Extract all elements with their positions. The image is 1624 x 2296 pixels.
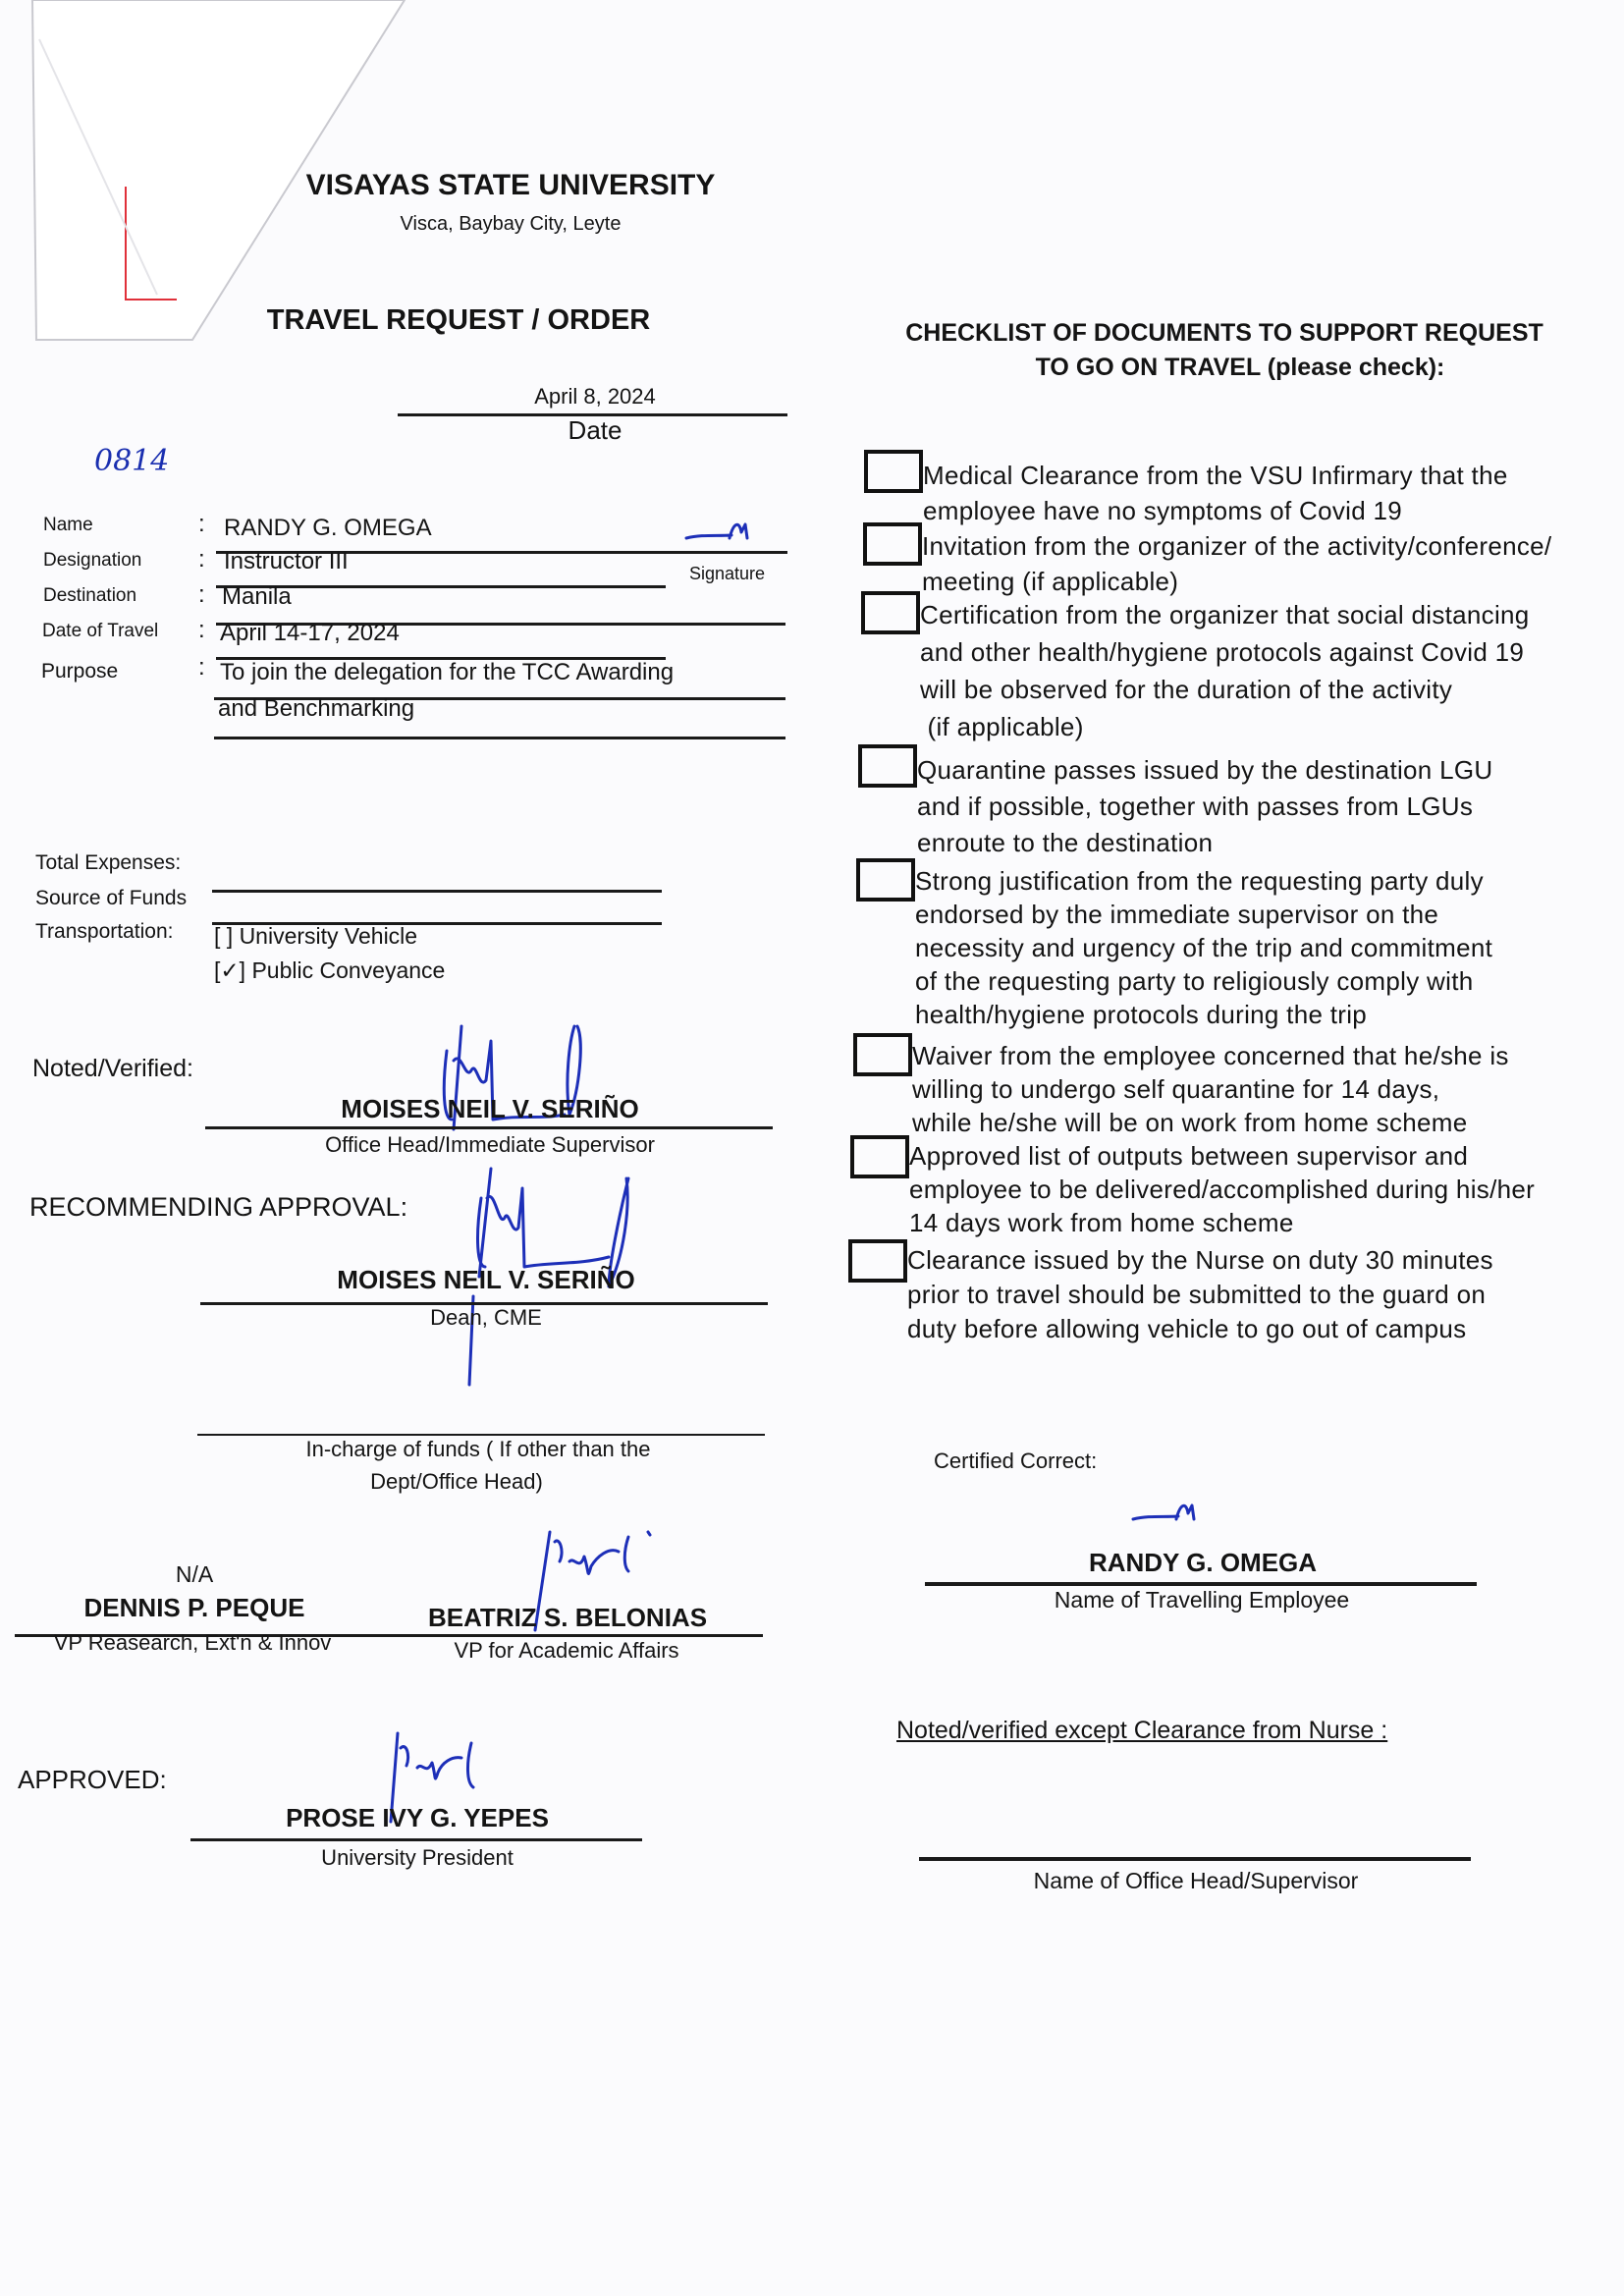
item-text: enroute to the destination [917, 828, 1214, 857]
vp-academic-title: VP for Academic Affairs [454, 1638, 679, 1663]
recommending-approval-label: RECOMMENDING APPROVAL: [29, 1192, 408, 1222]
item-text: willing to undergo self quarantine for 14 days, [912, 1074, 1440, 1104]
request-date: April 8, 2024 [534, 384, 656, 409]
checkbox-mark: [✓] [214, 957, 246, 983]
option-label: University Vehicle [239, 923, 418, 949]
item-text: endorsed by the immediate supervisor on the [915, 900, 1439, 929]
noted-signature-line [205, 1126, 773, 1129]
employee-name: RANDY G. OMEGA [1088, 1548, 1318, 1577]
item-text: employee to be delivered/accomplished during his/her [909, 1175, 1536, 1204]
item-text: (if applicable) [920, 712, 1084, 741]
employee-signature-certified [1129, 1498, 1218, 1532]
item-text: prior to travel should be submitted to the guard on [907, 1280, 1487, 1309]
item-text: Quarantine passes issued by the destination LGU [917, 755, 1493, 785]
checklist-title-line-2: TO GO ON TRAVEL (please check): [1035, 354, 1445, 381]
option-label: Public Conveyance [251, 957, 446, 983]
item-text: duty before allowing vehicle to go out of campus [907, 1314, 1467, 1343]
vp-research-note: N/A [175, 1561, 214, 1587]
item-text: and other health/hygiene protocols against Covid 19 [920, 637, 1525, 667]
employee-signature-line [925, 1582, 1477, 1586]
employee-signature [682, 519, 771, 548]
purpose-line-2: and Benchmarking [218, 695, 415, 722]
colon: : [198, 581, 205, 608]
transport-option-university-vehicle[interactable] [214, 923, 417, 950]
checklist-title-line-1: CHECKLIST OF DOCUMENTS TO SUPPORT REQUEST [905, 319, 1543, 347]
checkbox[interactable] [856, 858, 915, 902]
noted-title: Office Head/Immediate Supervisor [325, 1132, 655, 1157]
item-text: Certification from the organizer that social distancing [920, 600, 1530, 629]
item-text: employee have no symptoms of Covid 19 [923, 496, 1403, 525]
item-text: of the requesting party to religiously comply with [915, 966, 1474, 996]
funds-title-line-2: Dept/Office Head) [370, 1469, 543, 1494]
recommending-title: Dean, CME [430, 1305, 542, 1330]
item-text: Invitation from the organizer of the activity/conference/ [922, 531, 1552, 561]
item-text: while he/she will be on work from home scheme [912, 1108, 1468, 1137]
institution-name: VISAYAS STATE UNIVERSITY [305, 169, 716, 201]
colon: : [198, 511, 205, 537]
office-head-title: Name of Office Head/Supervisor [1033, 1868, 1359, 1893]
item-text: will be observed for the duration of the activity [920, 675, 1453, 704]
checkbox[interactable] [850, 1135, 909, 1178]
purpose-line-1: To join the delegation for the TCC Awarding [220, 659, 675, 685]
designation-label: Designation [43, 550, 142, 571]
name-label: Name [43, 515, 93, 535]
destination-label: Destination [43, 585, 137, 606]
funds-signature-line [197, 1434, 765, 1436]
checkbox-mark: [ ] [214, 923, 234, 949]
office-head-signature-line [919, 1857, 1471, 1861]
purpose-line [214, 737, 785, 739]
item-text: Approved list of outputs between supervisor and [909, 1141, 1469, 1171]
signature-label: Signature [689, 564, 766, 583]
checkbox[interactable] [861, 591, 920, 634]
date-label: Date [568, 415, 623, 445]
vp-research-name: DENNIS P. PEQUE [83, 1593, 305, 1622]
item-text: Clearance issued by the Nurse on duty 30 minutes [907, 1245, 1493, 1275]
date-of-travel-label: Date of Travel [42, 621, 159, 641]
item-text: and if possible, together with passes from LGUs [917, 792, 1474, 821]
president-name: PROSE IVY G. YEPES [286, 1803, 549, 1832]
colon: : [198, 617, 205, 643]
certified-correct-label: Certified Correct: [934, 1449, 1098, 1473]
total-expenses-label: Total Expenses: [35, 851, 182, 874]
date-of-travel-value: April 14-17, 2024 [220, 620, 400, 646]
institution-address: Visca, Baybay City, Leyte [400, 213, 622, 235]
item-text: 14 days work from home scheme [909, 1208, 1294, 1237]
name-value: RANDY G. OMEGA [224, 515, 432, 541]
nurse-clearance-note: Noted/verified except Clearance from Nurse : [896, 1717, 1388, 1744]
recommending-name: MOISES NEIL V. SERIÑO [337, 1265, 635, 1294]
employee-title: Name of Travelling Employee [1054, 1587, 1350, 1613]
transportation-label: Transportation: [35, 920, 174, 943]
president-title: University President [321, 1845, 514, 1870]
checkbox[interactable] [858, 744, 917, 788]
colon: : [198, 546, 205, 573]
transport-option-public-conveyance[interactable] [214, 957, 445, 984]
handwritten-number: 0814 [94, 444, 170, 478]
funds-title-line-1: In-charge of funds ( If other than the [305, 1437, 651, 1461]
designation-value: Instructor III [224, 548, 349, 574]
noted-verified-label: Noted/Verified: [32, 1055, 193, 1082]
checkbox[interactable] [864, 450, 923, 493]
item-text: meeting (if applicable) [922, 567, 1179, 596]
approved-label: APPROVED: [18, 1765, 167, 1794]
checkbox[interactable] [853, 1033, 912, 1076]
checkbox[interactable] [863, 522, 922, 566]
noted-name: MOISES NEIL V. SERIÑO [341, 1094, 639, 1123]
checkbox[interactable] [848, 1239, 907, 1283]
source-of-funds-label: Source of Funds [35, 887, 188, 909]
total-expenses-line [212, 890, 662, 893]
purpose-label: Purpose [41, 660, 119, 683]
item-text: health/hygiene protocols during the trip [915, 1000, 1368, 1029]
colon: : [198, 654, 205, 681]
president-signature-line [190, 1838, 642, 1841]
destination-value: Manila [222, 583, 292, 610]
item-text: Medical Clearance from the VSU Infirmary that the [923, 461, 1508, 490]
item-text: Strong justification from the requesting party duly [915, 866, 1484, 896]
form-title: TRAVEL REQUEST / ORDER [266, 304, 651, 336]
item-text: necessity and urgency of the trip and commitment [915, 933, 1493, 962]
vp-research-title: VP Reasearch, Ext'n & Innov [53, 1630, 332, 1655]
vp-academic-name: BEATRIZ S. BELONIAS [427, 1603, 708, 1632]
item-text: Waiver from the employee concerned that he/she is [912, 1041, 1509, 1070]
